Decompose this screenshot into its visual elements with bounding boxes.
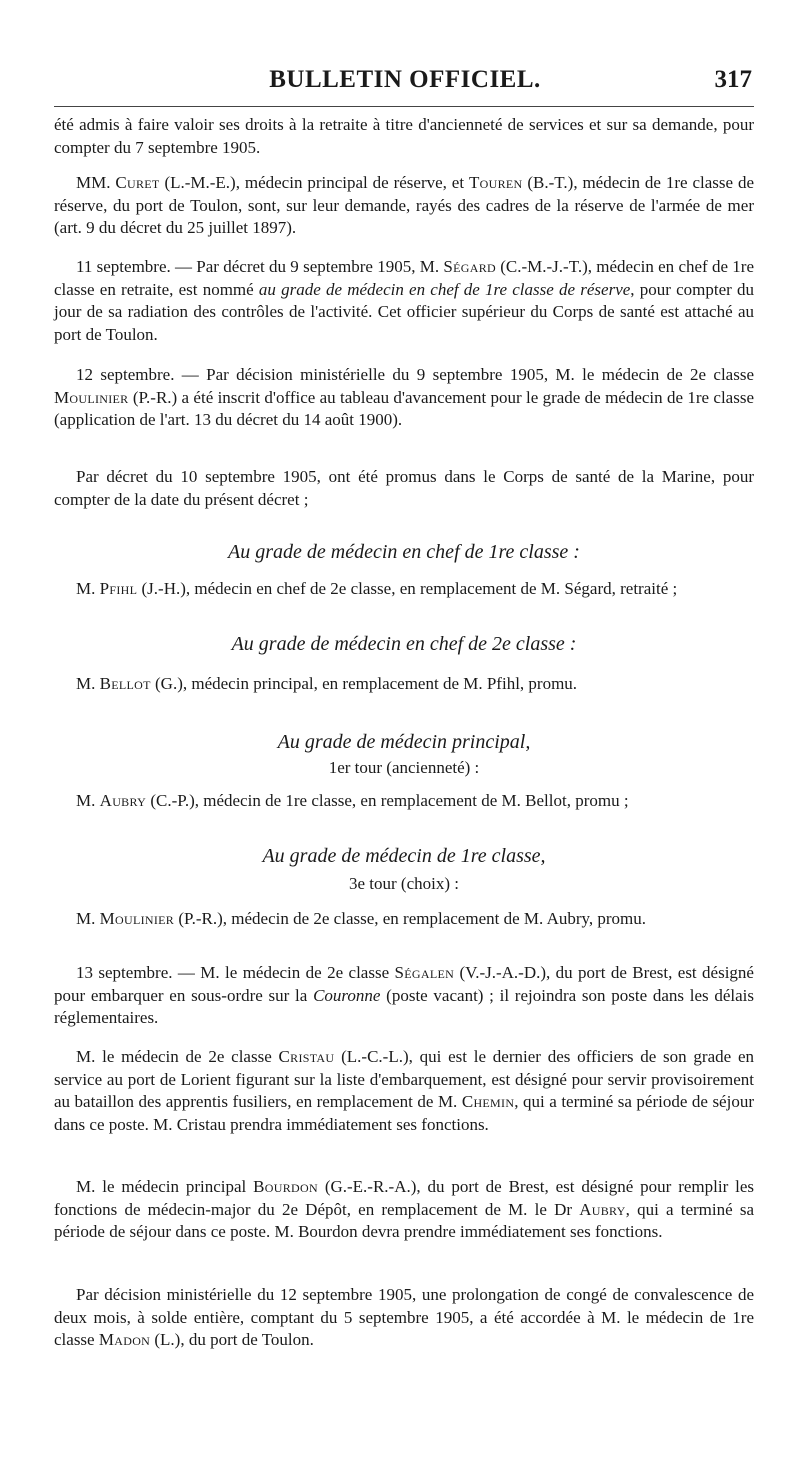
paragraph-struck-off: MM. Curet (L.-M.-E.), médecin principal de réserve, et Touren (B.-T.), médecin de 1re classe de réserve, du port de Toulon, sont, sur leur demande, rayés des cadres de la réserve de l'armée de mer (art. 9 du décret du 25 juillet 1897). <box>54 173 754 237</box>
paragraph-bellot: M. Bellot (G.), médecin principal, en remplacement de M. Pfihl, promu. <box>76 674 578 693</box>
name-cristau: Cristau <box>278 1047 335 1066</box>
name-bourdon: Bourdon <box>253 1177 318 1196</box>
running-title: BULLETIN OFFICIEL. <box>269 66 541 93</box>
name-moulinier: Moulinier <box>54 387 129 407</box>
page-header <box>58 66 752 106</box>
heading-medecin-chef-2e: Au grade de médecin en chef de 2e classe : <box>231 633 577 655</box>
name-bellot: Bellot <box>99 674 151 693</box>
heading-medecin-1re: Au grade de médecin de 1re classe, <box>262 845 546 867</box>
name-segard: Ségard <box>443 257 496 276</box>
name-aubry: Aubry <box>579 1199 626 1219</box>
name-pfihl: Pfihl <box>99 579 138 598</box>
paragraph-cristau: M. le médecin de 2e classe Cristau (L.-C.-L.), qui est le dernier des officiers de son grade en service au port de Lorient figurant sur la liste d'embarquement, est désigné pour servir provisoirement au bataillon des apprentis fusiliers, en remplacement de M. Chemin, qui a terminé sa période de séjour dans ce poste. M. Cristau prendra immédiatement ses fonctions. <box>54 1047 754 1134</box>
paragraph-bourdon: M. le médecin principal Bourdon (G.-E.-R.-A.), du port de Brest, est désigné pour remplir les fonctions de médecin-major du 2e Dépôt, en remplacement de M. le Dr Aubry, qui a terminé sa période de séjour dans ce poste. M. Bourdon devra prendre immédiatement ses fonctions. <box>54 1177 755 1241</box>
paragraph-promotions-intro: Par décret du 10 septembre 1905, ont été promus dans le Corps de santé de la Marine, pour compter de la date du présent décret ; <box>54 467 754 509</box>
name-moulinier: Moulinier <box>99 909 175 928</box>
paragraph-madon: Par décision ministérielle du 12 septembre 1905, une prolongation de congé de convalescence de deux mois, à solde entière, comptant du 5 septembre 1905, a été accordée à M. le médecin de 1re classe Madon (L.), du port de Toulon. <box>54 1285 754 1349</box>
name-segalen: Ségalen <box>394 963 455 982</box>
paragraph-11-septembre: 11 septembre. — Par décret du 9 septembre 1905, M. Ségard (C.-M.-J.-T.), médecin en chef de 1re classe en retraite, est nommé au grade de médecin en chef de 1re classe de réserve, pour compter du jour de sa radiation des contrôles de l'activité. Cet officier supérieur du Corps de santé est attaché au port de Toulon. <box>54 257 755 344</box>
name-aubry: Aubry <box>99 791 147 810</box>
paragraph-pfihl: M. Pfihl (J.-H.), médecin en chef de 2e classe, en remplacement de M. Ségard, retraité ; <box>76 579 678 598</box>
paragraph-moulinier: M. Moulinier (P.-R.), médecin de 2e classe, en remplacement de M. Aubry, promu. <box>76 909 647 928</box>
name-curet: Curet <box>115 173 160 192</box>
name-touren: Touren <box>468 173 523 192</box>
subheading-1er-tour: 1er tour (ancienneté) : <box>328 758 480 777</box>
paragraph-13-septembre: 13 septembre. — M. le médecin de 2e classe Ségalen (V.-J.-A.-D.), du port de Brest, est désigné pour embarquer en sous-ordre sur la Couronne (poste vacant) ; il rejoindra son poste dans les délais réglementaires. <box>54 963 754 1027</box>
paragraph-aubry: M. Aubry (C.-P.), médecin de 1re classe, en remplacement de M. Bellot, promu ; <box>76 791 629 810</box>
header-rule <box>54 106 754 107</box>
page-number: 317 <box>714 66 752 93</box>
heading-medecin-chef-1re: Au grade de médecin en chef de 1re classe : <box>228 541 580 563</box>
heading-medecin-principal: Au grade de médecin principal, <box>277 731 531 753</box>
subheading-3e-tour: 3e tour (choix) : <box>349 874 459 893</box>
paragraph-12-septembre: 12 septembre. — Par décision ministérielle du 9 septembre 1905, M. le médecin de 2e classe Moulinier (P.-R.) a été inscrit d'office au tableau d'avancement pour le grade de médecin de 1re classe (application de l'art. 13 du décret du 14 août 1900). <box>54 365 754 429</box>
paragraph-retirement: été admis à faire valoir ses droits à la retraite à titre d'ancienneté de services et sur sa demande, pour compter du 7 septembre 1905. <box>54 115 754 157</box>
name-chemin: Chemin <box>461 1092 515 1111</box>
name-madon: Madon <box>98 1330 151 1349</box>
